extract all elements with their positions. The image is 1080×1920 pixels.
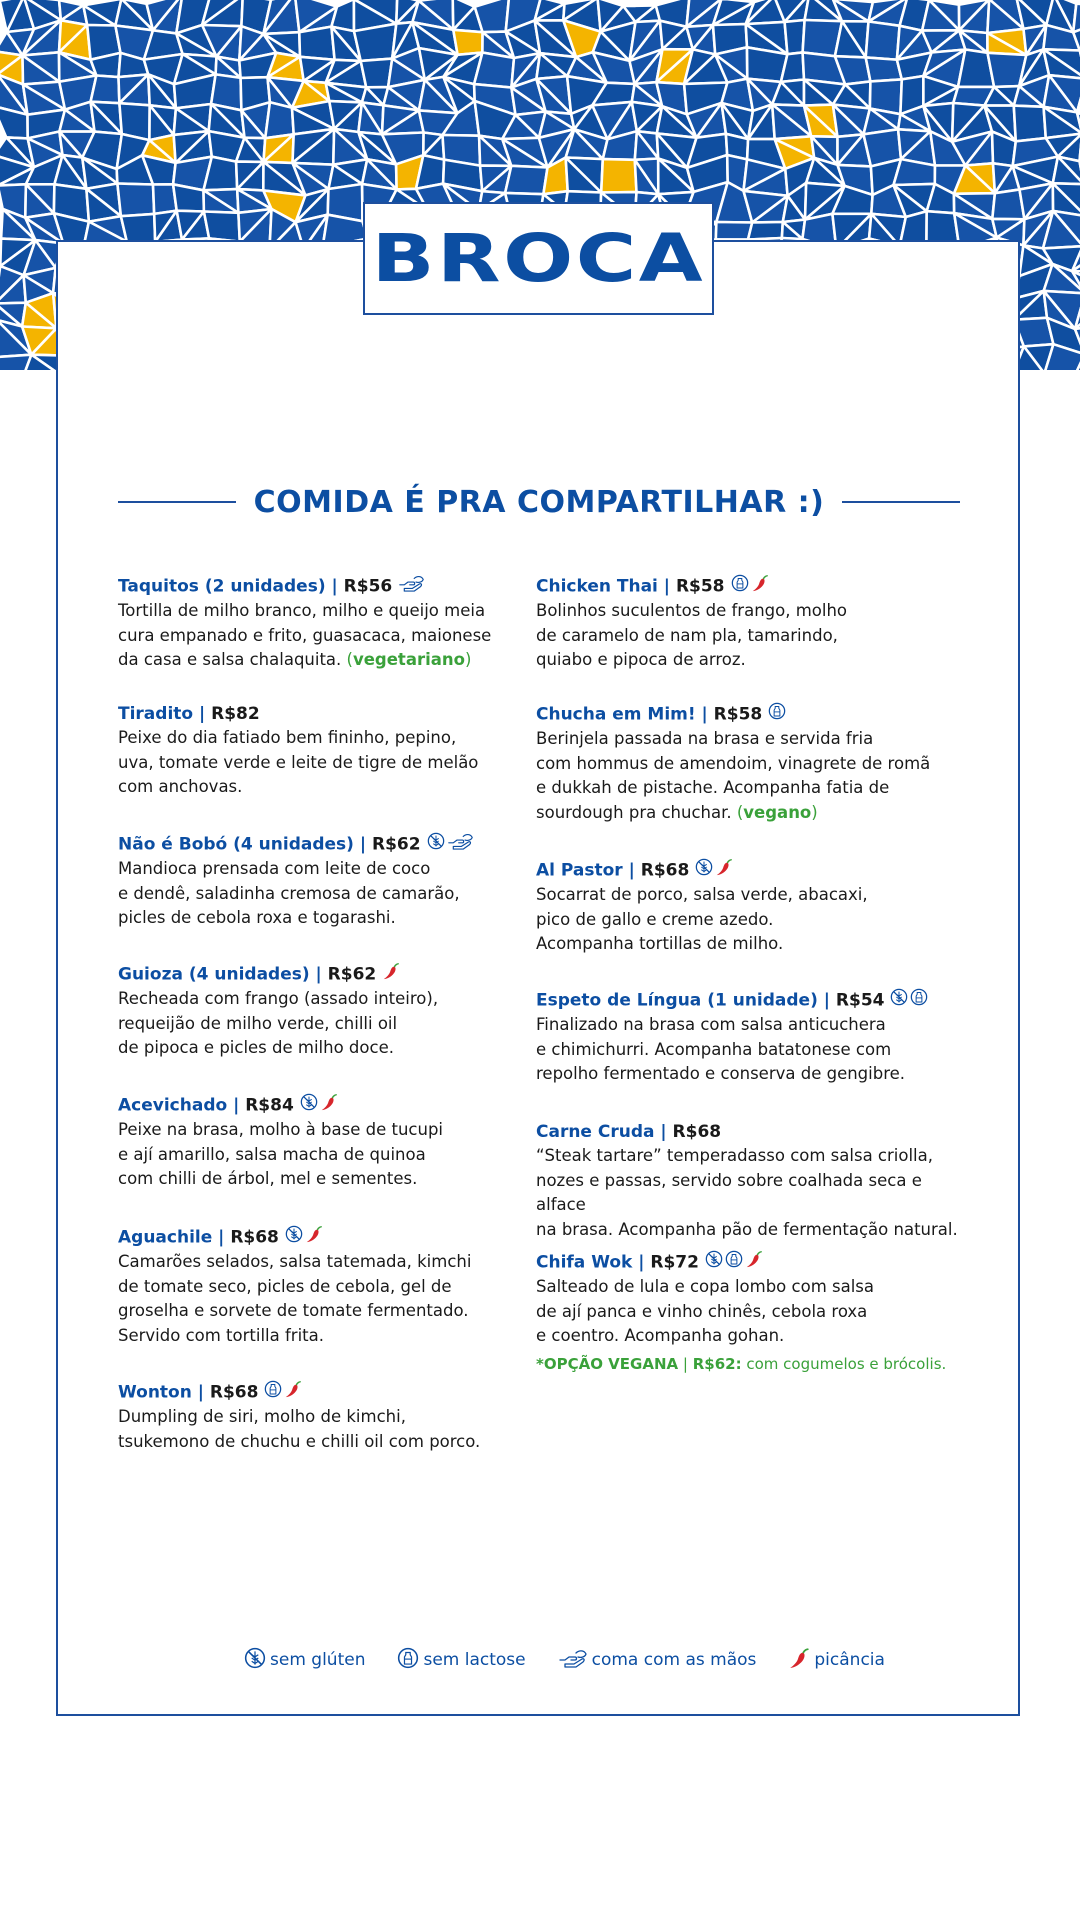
menu-item-name: Espeto de Língua (1 unidade) <box>536 990 818 1011</box>
title-divider-right <box>842 501 960 503</box>
price-separator: | <box>325 576 344 597</box>
legend-label: sem lactose <box>423 1650 526 1670</box>
chili-icon <box>788 1647 810 1674</box>
gluten-free-icon <box>300 1093 318 1118</box>
menu-item-price: R$68 <box>672 1122 722 1142</box>
menu-item-name: Não é Bobó (4 unidades) <box>118 834 354 855</box>
menu-item-description <box>118 1250 498 1348</box>
menu-item-description-text: Mandioca prensada com leite de coco e dendê, saladinha cremosa de camarão, picles de cebola roxa e togarashi. <box>118 859 460 927</box>
legend-label: picância <box>814 1650 885 1670</box>
menu-item <box>536 1250 966 1375</box>
menu-item-description-text: Socarrat de porco, salsa verde, abacaxi, pico de gallo e creme azedo. Acompanha tortillas de milho. <box>536 885 868 953</box>
menu-item-name: Acevichado <box>118 1095 228 1116</box>
menu-item-description-text: Berinjela passada na brasa e servida fria com hommus de amendoim, vinagrete de romã e dukkah de pistache. Acompanha fatia de sourdough pra chuchar. <box>536 729 931 822</box>
gluten-free-icon <box>285 1225 303 1250</box>
menu-item <box>118 1380 498 1454</box>
menu-item-header <box>118 1093 498 1118</box>
menu-item-header <box>118 574 498 599</box>
menu-item <box>536 702 966 825</box>
chili-icon <box>320 1093 338 1118</box>
menu-item-price: R$84 <box>245 1095 294 1116</box>
menu-item-price: R$68 <box>209 1382 259 1403</box>
menu-item-header <box>536 1120 966 1144</box>
menu-item-price: R$72 <box>650 1252 699 1273</box>
lactose-free-icon <box>910 988 928 1013</box>
menu-item-description-text: “Steak tartare” temperadasso com salsa criolla, nozes e passas, servido sobre coalhada seca e alface na brasa. Acompanha pão de fermentação natural. <box>536 1146 958 1239</box>
menu-item-price: R$58 <box>675 576 725 597</box>
menu-item-header <box>118 702 498 726</box>
vegan-option-text: com cogumelos e brócolis. <box>746 1354 947 1373</box>
gluten-free-icon <box>244 1647 266 1674</box>
menu-item-header <box>536 858 966 883</box>
menu-item-name: Aguachile <box>118 1227 213 1248</box>
menu-item-price: R$62 <box>371 834 421 855</box>
menu-item <box>118 1093 498 1192</box>
dietary-icons <box>705 1250 763 1275</box>
hands-icon <box>558 1648 588 1673</box>
gluten-free-icon <box>427 832 445 857</box>
price-separator: | <box>191 1382 210 1403</box>
menu-item <box>118 702 498 800</box>
price-separator: | <box>817 990 836 1011</box>
hands-icon <box>447 832 474 857</box>
lactose-free-icon <box>264 1380 282 1405</box>
price-separator: | <box>632 1252 651 1273</box>
menu-item <box>118 574 498 673</box>
chili-icon <box>715 858 733 883</box>
menu-item <box>118 832 498 931</box>
menu-item-price: R$54 <box>835 990 885 1011</box>
menu-item-description <box>118 1118 498 1192</box>
menu-item-description-text: Bolinhos suculentos de frango, molho de caramelo de nam pla, tamarindo, quiabo e pipoca de arroz. <box>536 601 848 669</box>
dietary-icons <box>768 702 786 727</box>
menu-item-description-text: Dumpling de siri, molho de kimchi, tsukemono de chuchu e chilli oil com porco. <box>118 1407 481 1451</box>
menu-item-header <box>536 1250 966 1275</box>
menu-item-name: Chicken Thai <box>536 576 658 597</box>
dietary-icons <box>285 1225 323 1250</box>
lactose-free-icon <box>725 1250 743 1275</box>
menu-item <box>118 962 498 1061</box>
chili-icon <box>382 962 400 987</box>
dietary-icons <box>890 988 928 1013</box>
menu-item-header <box>536 702 966 727</box>
price-separator: | <box>657 576 676 597</box>
menu-item-price: R$56 <box>343 576 393 597</box>
chili-icon <box>284 1380 302 1405</box>
dietary-icons <box>731 574 769 599</box>
menu-item-header <box>118 1380 498 1405</box>
menu-item-description-text: Peixe do dia fatiado bem fininho, pepino, uva, tomate verde e leite de tigre de melão com anchovas. <box>118 728 479 796</box>
menu-item-description <box>118 987 498 1061</box>
menu-item-price: R$58 <box>713 704 763 725</box>
menu-item <box>536 574 966 673</box>
menu-item-description-text: Salteado de lula e copa lombo com salsa de ají panca e vinho chinês, cebola roxa e coentro. Acompanha gohan. <box>536 1277 875 1345</box>
menu-item-name: Carne Cruda <box>536 1122 655 1142</box>
chili-icon <box>751 574 769 599</box>
vegan-option-note <box>536 1353 966 1375</box>
menu-item-description <box>118 726 498 800</box>
lactose-free-icon <box>731 574 749 599</box>
vegan-option-price: R$62: <box>692 1354 742 1373</box>
hands-icon <box>398 574 425 599</box>
menu-item-name: Taquitos (2 unidades) <box>118 576 326 597</box>
brand-name: BROCA <box>371 220 706 297</box>
menu-item-description <box>118 857 498 931</box>
menu-item-header <box>118 1225 498 1250</box>
menu-item <box>536 1120 966 1242</box>
price-separator: | <box>193 704 212 724</box>
menu-item-description <box>118 1405 498 1454</box>
menu-item-description-text: Camarões selados, salsa tatemada, kimchi de tomate seco, picles de cebola, gel de groselha e sorvete de tomate fermentado. Servido com tortilla frita. <box>118 1252 472 1345</box>
menu-item-price: R$62 <box>327 964 377 985</box>
gluten-free-icon <box>890 988 908 1013</box>
menu-item-name: Guioza (4 unidades) <box>118 964 310 985</box>
legend-label: sem glúten <box>270 1650 366 1670</box>
price-separator: | <box>622 860 641 881</box>
title-divider-left <box>118 501 236 503</box>
menu-item-price: R$68 <box>640 860 690 881</box>
price-separator: | <box>654 1122 673 1142</box>
price-separator: | <box>212 1227 231 1248</box>
price-separator: | <box>353 834 372 855</box>
menu-item-header <box>536 988 966 1013</box>
menu-item-header <box>118 832 498 857</box>
legend-item <box>554 1648 757 1673</box>
menu-item-description-text: Tortilla de milho branco, milho e queijo meia cura empanado e frito, guasacaca, maionese da casa e salsa chalaquita. <box>118 601 492 669</box>
diet-tag: (vegano) <box>736 802 818 822</box>
menu-item-name: Wonton <box>118 1382 192 1403</box>
diet-tag-label: vegano <box>743 802 812 822</box>
lactose-free-icon <box>397 1647 419 1674</box>
dietary-icons <box>300 1093 338 1118</box>
section-title: COMIDA É PRA COMPARTILHAR :) <box>253 484 825 520</box>
section-header <box>118 480 960 524</box>
menu-item-description <box>536 727 966 825</box>
menu-item-name: Chifa Wok <box>536 1252 633 1273</box>
menu-item-price: R$82 <box>211 704 260 724</box>
menu-item <box>536 988 966 1087</box>
menu-item-description-text: Peixe na brasa, molho à base de tucupi e ají amarillo, salsa macha de quinoa com chilli de árbol, mel e sementes. <box>118 1120 443 1188</box>
lactose-free-icon <box>768 702 786 727</box>
menu-item-name: Tiradito <box>118 704 194 724</box>
menu-item-description <box>536 1275 966 1349</box>
menu-item-description <box>536 1013 966 1087</box>
menu-item <box>118 1225 498 1348</box>
gluten-free-icon <box>705 1250 723 1275</box>
chili-icon <box>305 1225 323 1250</box>
dietary-icons <box>398 574 425 599</box>
price-separator: | <box>695 704 714 725</box>
brand-logo <box>363 202 714 315</box>
menu-item-header <box>118 962 498 987</box>
menu-item-description-text: Finalizado na brasa com salsa anticuchera e chimichurri. Acompanha batatonese com repolho fermentado e conserva de gengibre. <box>536 1015 906 1083</box>
dietary-icons <box>264 1380 302 1405</box>
menu-item-header <box>536 574 966 599</box>
diet-tag: (vegetariano) <box>346 650 472 669</box>
legend-item <box>240 1647 365 1674</box>
legend-item <box>393 1647 525 1674</box>
gluten-free-icon <box>695 858 713 883</box>
dietary-icons <box>695 858 733 883</box>
menu-item-description <box>536 599 966 673</box>
price-separator: | <box>227 1095 246 1116</box>
vegan-option-label: *OPÇÃO VEGANA <box>536 1354 679 1373</box>
legend-label: coma com as mãos <box>591 1650 757 1670</box>
menu-item-name: Chucha em Mim! <box>536 704 696 725</box>
note-separator: | <box>678 1354 693 1373</box>
legend-item <box>784 1647 885 1674</box>
dietary-icons <box>382 962 400 987</box>
menu-item-description <box>536 883 966 957</box>
price-separator: | <box>309 964 328 985</box>
menu-item-description-text: Recheada com frango (assado inteiro), requeijão de milho verde, chilli oil de pipoca e picles de milho doce. <box>118 989 439 1057</box>
icon-legend <box>240 1645 913 1675</box>
chili-icon <box>745 1250 763 1275</box>
menu-item <box>536 858 966 957</box>
menu-item-description <box>118 599 498 673</box>
dietary-icons <box>427 832 474 857</box>
diet-tag-label: vegetariano <box>352 650 465 669</box>
menu-item-name: Al Pastor <box>536 860 623 881</box>
menu-item-price: R$68 <box>230 1227 279 1248</box>
menu-item-description <box>536 1144 966 1242</box>
